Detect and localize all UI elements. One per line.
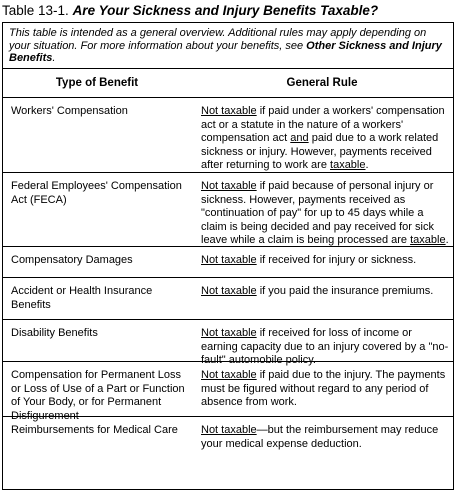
rule-text: .: [445, 234, 449, 246]
rule-text: if received for injury or sickness.: [256, 254, 417, 266]
intro-reference: Other Sickness and Injury Benefits: [9, 39, 442, 64]
table-row: [3, 417, 453, 489]
emphasized-term: Not taxable: [201, 327, 257, 339]
table-row: [3, 362, 453, 422]
emphasized-term: Not taxable: [201, 285, 257, 297]
rule-text: .: [365, 159, 369, 171]
emphasized-term: taxable: [410, 234, 446, 246]
benefit-type: Reimbursements for Medical Care: [11, 424, 178, 436]
rule-text: if paid due to the injury. The payments must be figured without regard to any period of absence from work.: [201, 369, 446, 408]
header-general-rule: General Rule: [286, 77, 358, 89]
rule-text: —but the reimbursement may reduce your medical expense deduction.: [201, 424, 439, 450]
rule-text: if you paid the insurance premiums.: [256, 285, 434, 297]
rule-text: if paid because of personal injury or sickness. However, payments received as "continuation of pay" for up to 45 days while a claim is being decided and pay received for sick leave while a claim is being processed are: [201, 180, 434, 246]
table-row: [3, 247, 453, 278]
table-row: [3, 173, 453, 247]
table-row: [3, 320, 453, 366]
table-row: [3, 98, 453, 173]
general-rule: [201, 369, 449, 410]
benefit-type: Disability Benefits: [11, 327, 98, 339]
table-title: [2, 2, 378, 22]
emphasized-term: Not taxable: [201, 254, 257, 266]
intro-period: .: [52, 52, 56, 64]
emphasized-term: Not taxable: [201, 369, 257, 381]
general-rule: [201, 105, 449, 173]
intro-text: This table is intended as a general overview. Additional rules may apply depending on your situation. For more information about your benefits, see: [9, 27, 427, 52]
table-intro: [9, 27, 449, 65]
benefits-table: [2, 22, 454, 490]
table-header: [3, 68, 453, 98]
table-heading: Are Your Sickness and Injury Benefits Taxable?: [72, 3, 379, 18]
rule-text: if received for loss of income or earning capacity due to an injury covered by a "no-fault" automobile policy.: [201, 327, 449, 366]
general-rule: [201, 180, 449, 248]
benefit-type: Federal Employees' Compensation Act (FECA): [11, 180, 182, 206]
table-row: [3, 278, 453, 320]
header-type-of-benefit: Type of Benefit: [55, 77, 139, 89]
general-rule: [201, 285, 449, 299]
emphasized-term: Not taxable: [201, 180, 257, 192]
emphasized-term: and: [290, 132, 309, 144]
rule-text: paid due to a work related sickness or injury. However, payments received after returning to work are: [201, 132, 439, 171]
rule-text: if paid under a workers' compensation act or a statute in the nature of a workers' compensation act: [201, 105, 445, 144]
benefit-type: Compensatory Damages: [11, 254, 133, 266]
general-rule: [201, 424, 449, 451]
benefit-type: Workers' Compensation: [11, 105, 128, 117]
benefit-type: Accident or Health Insurance Benefits: [11, 285, 153, 311]
general-rule: [201, 254, 449, 268]
emphasized-term: Not taxable: [201, 105, 257, 117]
benefit-type: Compensation for Permanent Loss or Loss of Use of a Part or Function of Your Body, or for Permanent Disfigurement: [11, 369, 185, 422]
table-number: Table 13-1.: [2, 3, 69, 18]
emphasized-term: taxable: [330, 159, 366, 171]
emphasized-term: Not taxable: [201, 424, 257, 436]
